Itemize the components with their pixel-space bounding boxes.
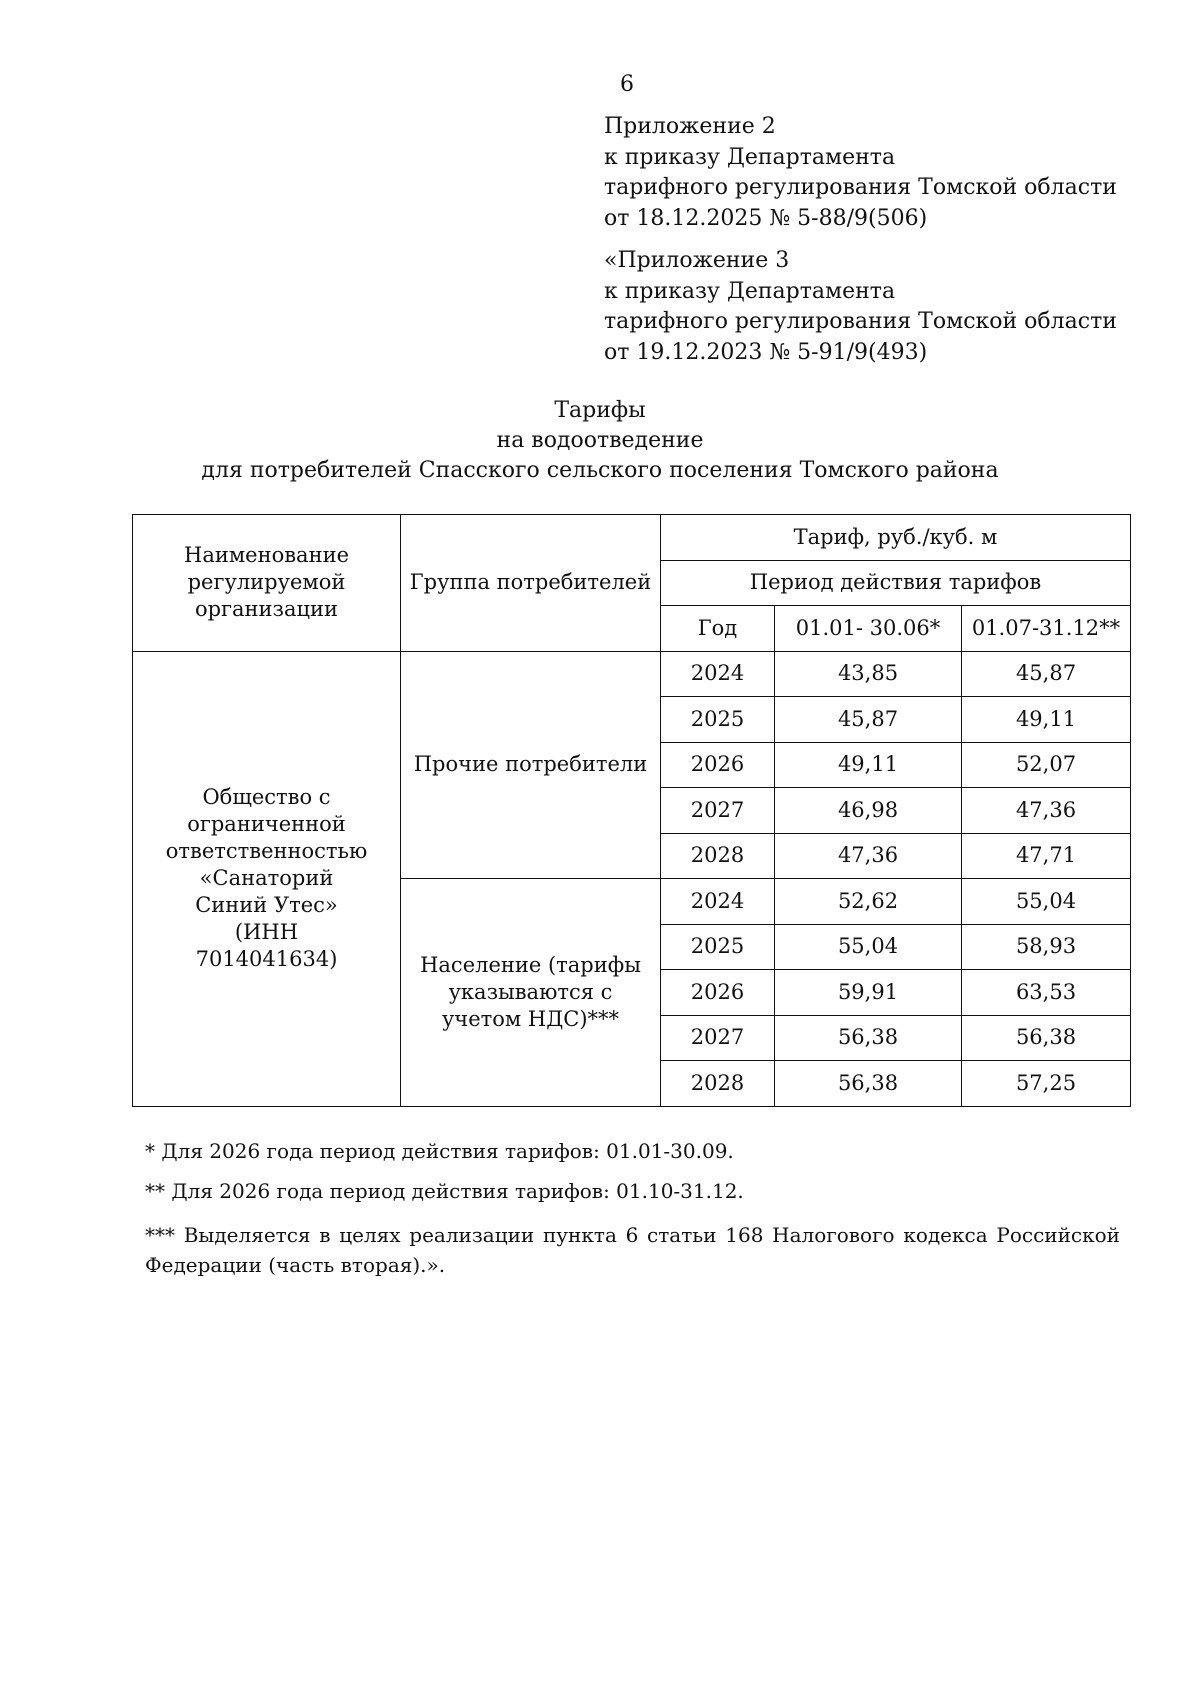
header-period-2: 01.07-31.12** [962, 606, 1131, 652]
year-cell: 2026 [661, 742, 775, 788]
header-period: Период действия тарифов [661, 560, 1131, 606]
organization-cell [133, 651, 401, 1106]
table-row [133, 651, 1131, 697]
footnote-3: *** Выделяется в целях реализации пункта 6 статьи 168 Налогового кодекса Российской Федерации (часть вторая).». [145, 1223, 1120, 1277]
header-period-1: 01.01- 30.06* [775, 606, 962, 652]
tariff-h1-cell: 46,98 [775, 788, 962, 834]
tariff-h2-cell: 45,87 [962, 651, 1131, 697]
tariff-h1-cell: 47,36 [775, 833, 962, 879]
tariff-h2-cell: 52,07 [962, 742, 1131, 788]
appendix-line: тарифного регулирования Томской области [604, 309, 1117, 334]
title-line: на водоотведение [496, 428, 704, 453]
appendix-line: тарифного регулирования Томской области [604, 175, 1117, 200]
organization-inn: (ИНН 7014041634) [195, 920, 338, 971]
page-number: 6 [620, 72, 634, 97]
year-cell: 2027 [661, 1015, 775, 1061]
appendix-line: «Приложение 3 [604, 248, 790, 273]
year-cell: 2024 [661, 651, 775, 697]
header-organization: Наименование регулируемой организации [133, 515, 401, 652]
appendix-line: Приложение 2 [604, 114, 776, 139]
year-cell: 2027 [661, 788, 775, 834]
appendix-line: к приказу Департамента [604, 144, 896, 170]
header-tariff: Тариф, руб./куб. м [661, 515, 1131, 561]
tariff-table [132, 514, 1131, 1107]
tariff-h1-cell: 56,38 [775, 1061, 962, 1107]
tariff-h2-cell: 58,93 [962, 924, 1131, 970]
footnote-1: * Для 2026 года период действия тарифов: 01.01-30.09. [145, 1139, 734, 1163]
appendix-current-header [604, 112, 1117, 234]
document-title [0, 396, 1200, 486]
appendix-line: к приказу Департамента [604, 278, 896, 304]
tariff-h2-cell: 47,71 [962, 833, 1131, 879]
year-cell: 2025 [661, 924, 775, 970]
appendix-line: от 18.12.2025 № 5-88/9(506) [604, 205, 928, 231]
title-line: для потребителей Спасского сельского поселения Томского района [201, 458, 999, 483]
tariff-h2-cell: 55,04 [962, 879, 1131, 925]
header-year: Год [661, 606, 775, 652]
year-cell: 2024 [661, 879, 775, 925]
tariff-h1-cell: 56,38 [775, 1015, 962, 1061]
footnote-2: ** Для 2026 года период действия тарифов: 01.10-31.12. [145, 1179, 744, 1203]
tariff-h1-cell: 55,04 [775, 924, 962, 970]
tariff-h2-cell: 47,36 [962, 788, 1131, 834]
tariff-h2-cell: 56,38 [962, 1015, 1131, 1061]
tariff-h2-cell: 63,53 [962, 970, 1131, 1016]
header-group: Группа потребителей [401, 515, 661, 652]
tariff-h1-cell: 59,91 [775, 970, 962, 1016]
appendix-line: от 19.12.2023 № 5-91/9(493) [604, 339, 928, 365]
year-cell: 2028 [661, 1061, 775, 1107]
tariff-h1-cell: 52,62 [775, 879, 962, 925]
appendix-amended-header [604, 246, 1117, 368]
year-cell: 2025 [661, 697, 775, 743]
title-line: Тарифы [554, 398, 646, 423]
tariff-h2-cell: 57,25 [962, 1061, 1131, 1107]
organization-name: Общество с ограниченной ответственностью «Санаторий Синий Утес» [165, 785, 368, 917]
tariff-h1-cell: 43,85 [775, 651, 962, 697]
year-cell: 2028 [661, 833, 775, 879]
tariff-h1-cell: 49,11 [775, 742, 962, 788]
tariff-h2-cell: 49,11 [962, 697, 1131, 743]
year-cell: 2026 [661, 970, 775, 1016]
tariff-h1-cell: 45,87 [775, 697, 962, 743]
group-cell: Прочие потребители [401, 651, 661, 879]
group-cell: Население (тарифы указываются с учетом НДС)*** [401, 879, 661, 1107]
